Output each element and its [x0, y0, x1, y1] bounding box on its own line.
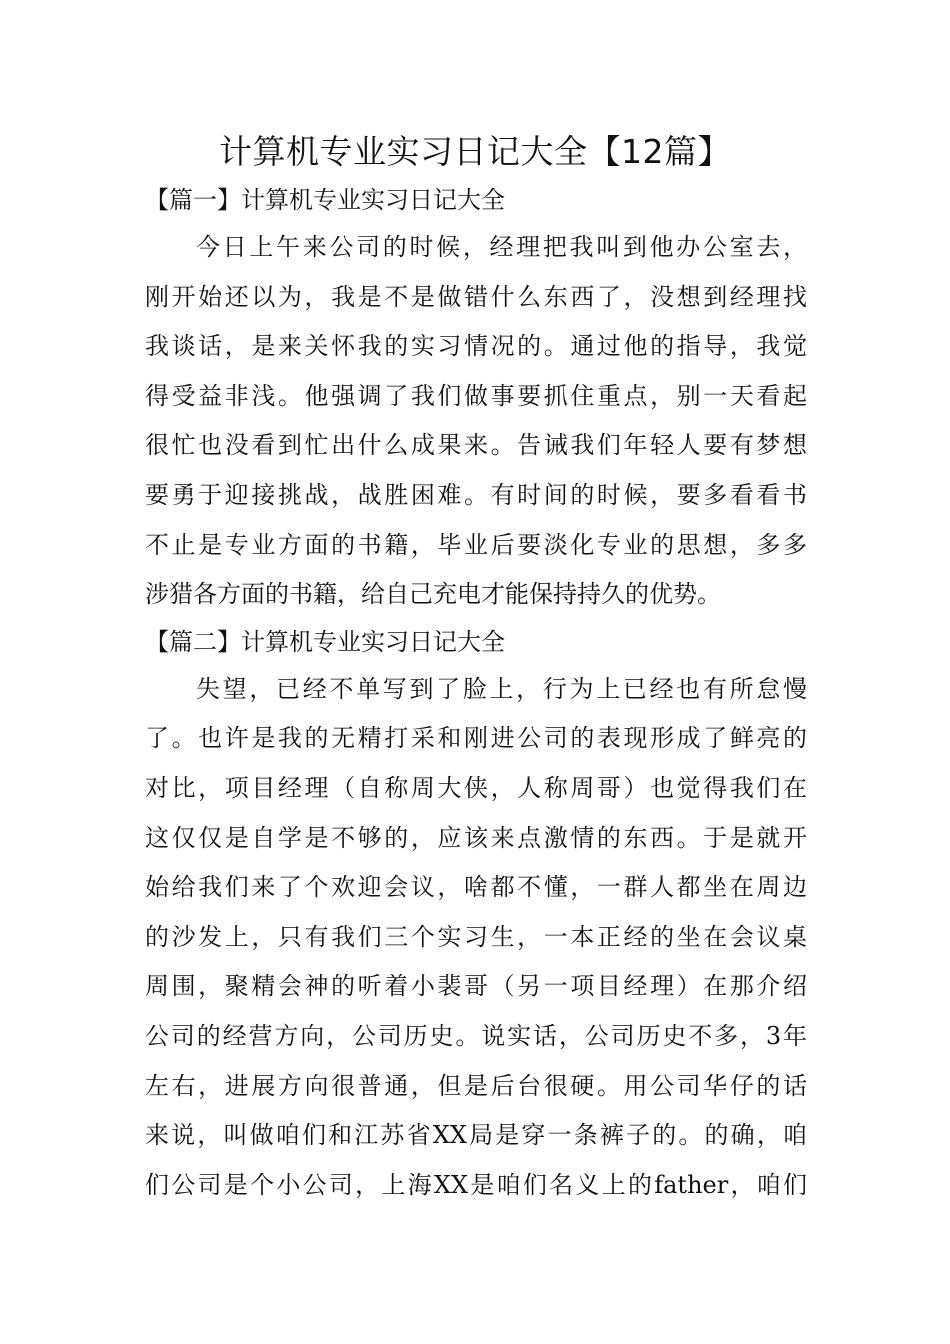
- paragraph-line: 失望，已经不单写到了脸上，行为上已经也有所怠慢: [196, 674, 807, 703]
- paragraph-line: 周围，聚精会神的听着小裴哥（另一项目经理）在那介绍: [145, 972, 807, 1001]
- paragraph-line: 这仅仅是自学是不够的，应该来点激情的东西。于是就开: [145, 823, 807, 852]
- document-title: 计算机专业实习日记大全【12篇】: [219, 132, 731, 171]
- paragraph-line: 得受益非浅。他强调了我们做事要抓住重点，别一天看起: [145, 381, 807, 410]
- section-paragraph: [145, 665, 807, 1211]
- document-body: [145, 178, 807, 1210]
- paragraph-line: 来说，叫做咱们和江苏省XX局是穿一条裤子的。的确，咱: [145, 1121, 807, 1150]
- section-2: [145, 620, 807, 1211]
- paragraph-line: 左右，进展方向很普通，但是后台很硬。用公司华仔的话: [145, 1071, 807, 1100]
- paragraph-line: 们公司是个小公司，上海XX是咱们名义上的father，咱们: [145, 1170, 807, 1199]
- section-heading: 【篇一】计算机专业实习日记大全: [145, 186, 505, 214]
- paragraph-line: 对比，项目经理（自称周大侠，人称周哥）也觉得我们在: [145, 773, 807, 802]
- section-paragraph: [145, 223, 807, 620]
- paragraph-line: 刚开始还以为，我是不是做错什么东西了，没想到经理找: [145, 282, 807, 311]
- paragraph-line: 要勇于迎接挑战，战胜困难。有时间的时候，要多看看书: [145, 480, 807, 509]
- section-1: [145, 178, 807, 620]
- paragraph-line: 很忙也没看到忙出什么成果来。告诫我们年轻人要有梦想: [145, 431, 807, 460]
- paragraph-line: 了。也许是我的无精打采和刚进公司的表现形成了鲜亮的: [145, 724, 807, 753]
- paragraph-line: 今日上午来公司的时候，经理把我叫到他办公室去，: [196, 233, 807, 261]
- paragraph-line: 的沙发上，只有我们三个实习生，一本正经的坐在会议桌: [145, 922, 807, 951]
- paragraph-line: 始给我们来了个欢迎会议，啥都不懂，一群人都坐在周边: [145, 873, 807, 902]
- paragraph-line: 公司的经营方向，公司历史。说实话，公司历史不多，3年: [145, 1021, 807, 1050]
- section-heading: 【篇二】计算机专业实习日记大全: [145, 627, 505, 656]
- paragraph-line: 不止是专业方面的书籍，毕业后要淡化专业的思想，多多: [145, 530, 807, 559]
- paragraph-line: 我谈话，是来关怀我的实习情况的。通过他的指导，我觉: [145, 332, 807, 361]
- paragraph-line: 涉猎各方面的书籍，给自己充电才能保持持久的优势。: [145, 580, 721, 609]
